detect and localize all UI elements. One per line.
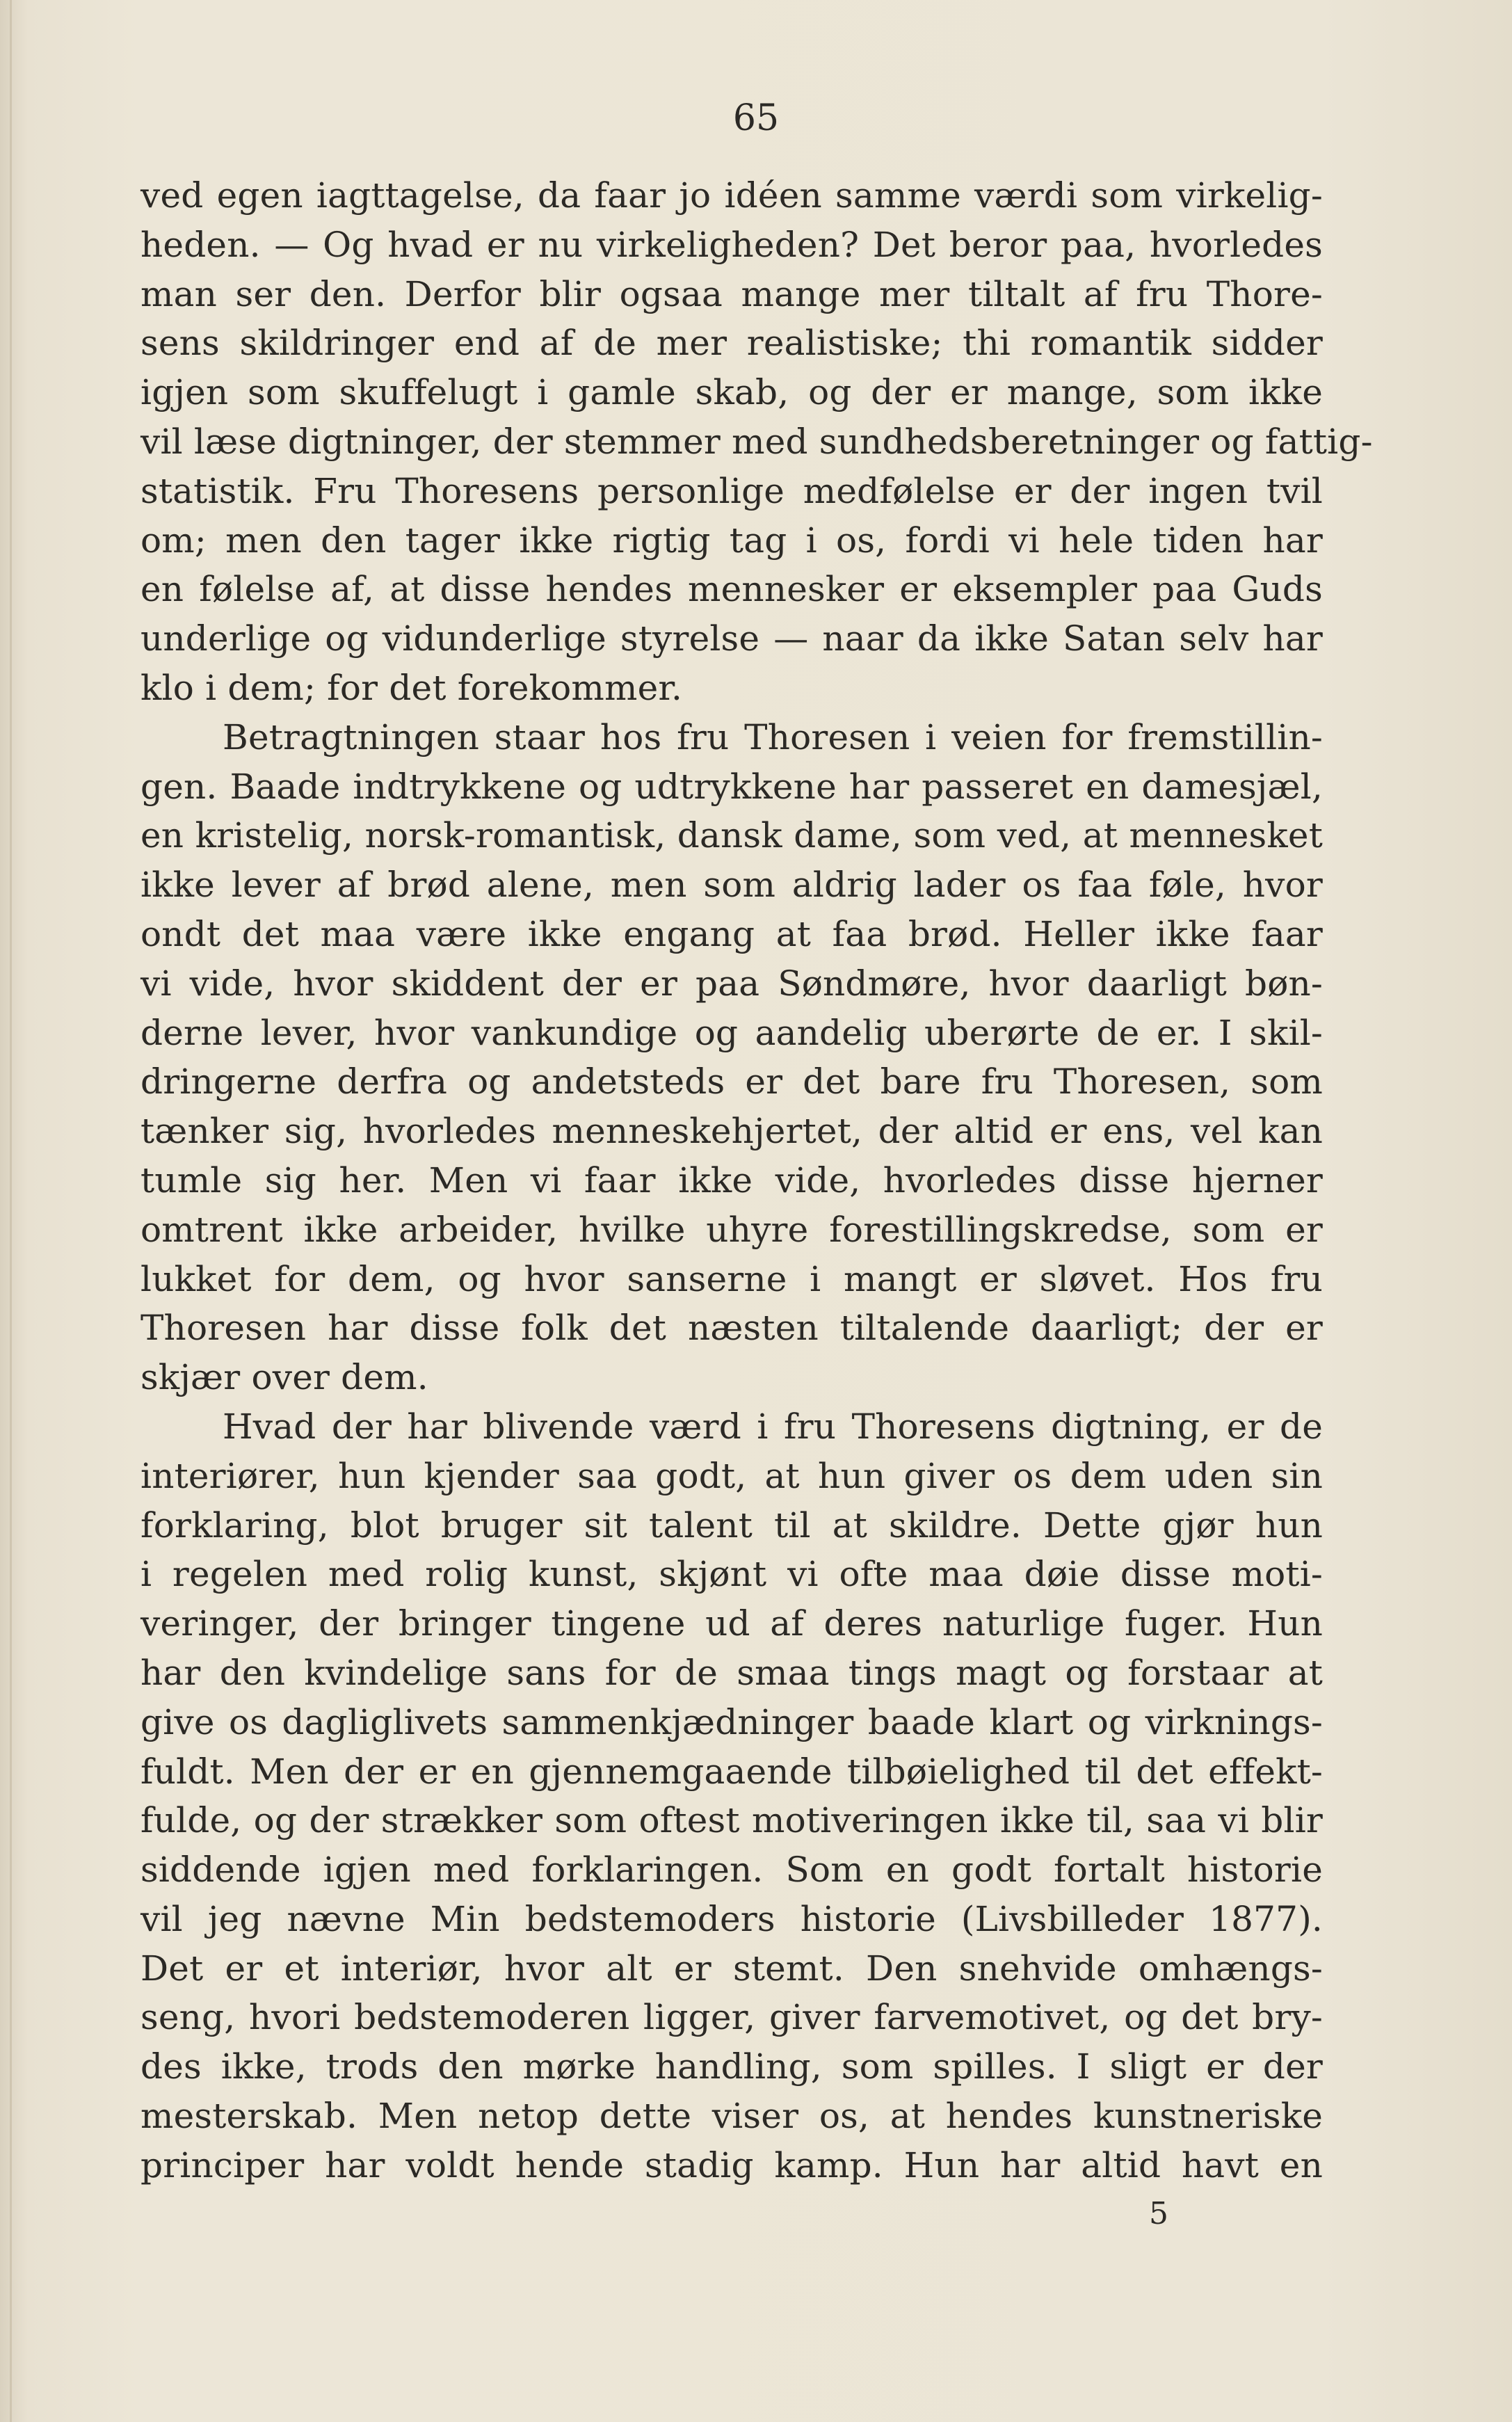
text-line: interiører, hun kjender saa godt, at hun giver os dem uden sin [140, 1455, 1323, 1496]
text-line: en kristelig, norsk-romantisk, dansk dame, som ved, at mennesket [140, 815, 1323, 856]
text-line: om; men den tager ikke rigtig tag i os, fordi vi hele tiden har [140, 520, 1323, 561]
text-line: gen. Baade indtrykkene og udtrykkene har passeret en damesjæl, [140, 766, 1323, 807]
text-line: Thoresen har disse folk det næsten tiltalende daarligt; der er [140, 1308, 1323, 1349]
text-line: tænker sig, hvorledes menneskehjertet, der altid er ens, vel kan [140, 1111, 1323, 1152]
text-line: ved egen iagttagelse, da faar jo idéen samme værdi som virkelig- [140, 175, 1323, 216]
text-line: omtrent ikke arbeider, hvilke uhyre forestillingskredse, som er [140, 1209, 1323, 1250]
text-line: fuldt. Men der er en gjennemgaaende tilbøielighed til det effekt- [140, 1751, 1323, 1792]
signature-mark: 5 [1149, 2196, 1168, 2231]
text-line: en følelse af, at disse hendes mennesker er eksempler paa Guds [140, 569, 1323, 610]
text-line: vi vide, hvor skiddent der er paa Søndmøre, hvor daarligt bøn- [140, 963, 1323, 1004]
text-line: ikke lever af brød alene, men som aldrig lader os faa føle, hvor [140, 865, 1323, 906]
text-line: har den kvindelige sans for de smaa tings magt og forstaar at [140, 1652, 1323, 1693]
text-line: derne lever, hvor vankundige og aandelig uberørte de er. I skil- [140, 1012, 1323, 1053]
text-line: lukket for dem, og hvor sanserne i mangt er sløvet. Hos fru [140, 1258, 1323, 1299]
text-line: tumle sig her. Men vi faar ikke vide, hvorledes disse hjerner [140, 1160, 1323, 1201]
text-line: heden. — Og hvad er nu virkeligheden? Det beror paa, hvorledes [140, 224, 1323, 265]
text-line: give os dagliglivets sammenkjædninger baade klart og virknings- [140, 1701, 1323, 1742]
text-line: i regelen med rolig kunst, skjønt vi ofte maa døie disse moti- [140, 1554, 1323, 1595]
text-line: forklaring, blot bruger sit talent til at skildre. Dette gjør hun [140, 1505, 1323, 1546]
paragraph-end-line: klo i dem; for det forekommer. [140, 667, 683, 708]
text-line: sens skildringer end af de mer realistiske; thi romantik sidder [140, 323, 1323, 364]
binding-edge [10, 0, 12, 2422]
paragraph-end-line: skjær over dem. [140, 1357, 428, 1398]
text-line: statistik. Fru Thoresens personlige medfølelse er der ingen tvil [140, 470, 1323, 511]
text-line: vil læse digtninger, der stemmer med sundhedsberetninger og fattig- [140, 421, 1373, 462]
text-line: principer har voldt hende stadig kamp. Hun har altid havt en [140, 2144, 1323, 2186]
text-line: dringerne derfra og andetsteds er det bare fru Thoresen, som [140, 1061, 1323, 1102]
text-line: igjen som skuffelugt i gamle skab, og der er mange, som ikke [140, 372, 1323, 413]
text-line: ondt det maa være ikke engang at faa brød. Heller ikke faar [140, 913, 1323, 954]
text-line: seng, hvori bedstemoderen ligger, giver farvemotivet, og det bry- [140, 1997, 1323, 2038]
text-line: vil jeg nævne Min bedstemoders historie (Livsbilleder 1877). [140, 1898, 1323, 1939]
text-line: underlige og vidunderlige styrelse — naar da ikke Satan selv har [140, 618, 1323, 659]
body-text [140, 171, 1373, 2190]
text-line: man ser den. Derfor blir ogsaa mange mer tiltalt af fru Thore- [140, 273, 1323, 314]
text-line: fulde, og der strækker som oftest motiveringen ikke til, saa vi blir [140, 1800, 1323, 1841]
paragraph-start-line: Hvad der har blivende værd i fru Thoresens digtning, er de [223, 1406, 1323, 1447]
text-line: des ikke, trods den mørke handling, som spilles. I sligt er der [140, 2046, 1323, 2087]
paragraph-start-line: Betragtningen staar hos fru Thoresen i veien for fremstillin- [223, 716, 1323, 757]
text-line: mesterskab. Men netop dette viser os, at hendes kunstneriske [140, 2096, 1323, 2137]
text-line: Det er et interiør, hvor alt er stemt. Den snehvide omhængs- [140, 1948, 1323, 1989]
page-number: 65 [732, 97, 780, 139]
text-line: siddende igjen med forklaringen. Som en godt fortalt historie [140, 1850, 1323, 1891]
text-line: veringer, der bringer tingene ud af deres naturlige fuger. Hun [140, 1603, 1323, 1644]
